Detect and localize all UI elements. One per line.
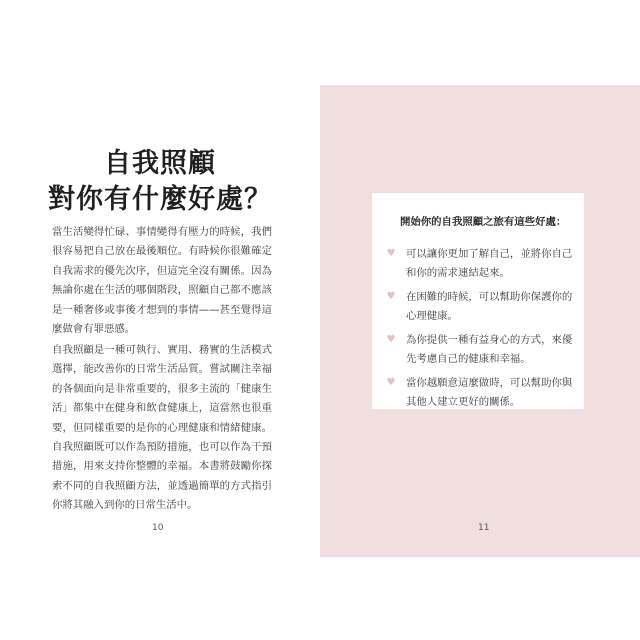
- benefit-text: 為你提供一種有益身心的方式，來優先考慮自己的健康和幸福。: [406, 334, 573, 365]
- benefits-card: [372, 193, 584, 409]
- title-line-2: 對你有什麼好處？: [48, 184, 272, 215]
- benefits-heading: 開始你的自我照顧之旅有這些好處：: [400, 216, 567, 228]
- benefit-text: 在困難的時候，可以幫助你保護你的心理健康。: [406, 291, 573, 322]
- body-paragraph-2: 自我照顧是一種可執行、實用、務實的生活模式選擇，能改善你的日常生活品質。嘗試關注幸福的各個面向是非常重要的，很多主流的「健康生活」都集中在健身和飲食健康上，這當然也很重要，但同樣重要的是你的心理健康和情緒健康。自我照顧既可以作為預防措施，也可以作為干預措施，用來支持你整體的幸福。本書將鼓勵你探索不同的自我照顧方法，並透過簡單的方式指引你將其融入到你的日常生活中。: [52, 344, 272, 512]
- left-page: [0, 85, 320, 557]
- page-number-left: 10: [152, 523, 164, 533]
- benefit-text: 可以讓你更加了解自己，並將你自己和你的需求連結起來。: [406, 248, 573, 279]
- right-page: [320, 85, 640, 557]
- heart-icon: ♥: [386, 291, 396, 302]
- heart-icon: ♥: [386, 248, 396, 259]
- title-line-1: 自我照顧: [104, 148, 216, 179]
- body-paragraph-1: 當生活變得忙碌、事情變得有壓力的時候，我們很容易把自己放在最後順位。有時候你很難確定自我需求的優先次序，但這完全沒有關係。因為無論你處在生活的哪個階段，照顧自己都不應該是一種奢侈或事後才想到的事情——甚至覺得這麼做會有罪惡感。: [52, 226, 272, 336]
- heart-icon: ♥: [386, 377, 396, 388]
- benefit-text: 當你越願意這麼做時，可以幫助你與其他人建立更好的關係。: [406, 377, 573, 408]
- heart-icon: ♥: [386, 334, 396, 345]
- page-number-right: 11: [478, 523, 490, 533]
- page-title: [40, 146, 280, 218]
